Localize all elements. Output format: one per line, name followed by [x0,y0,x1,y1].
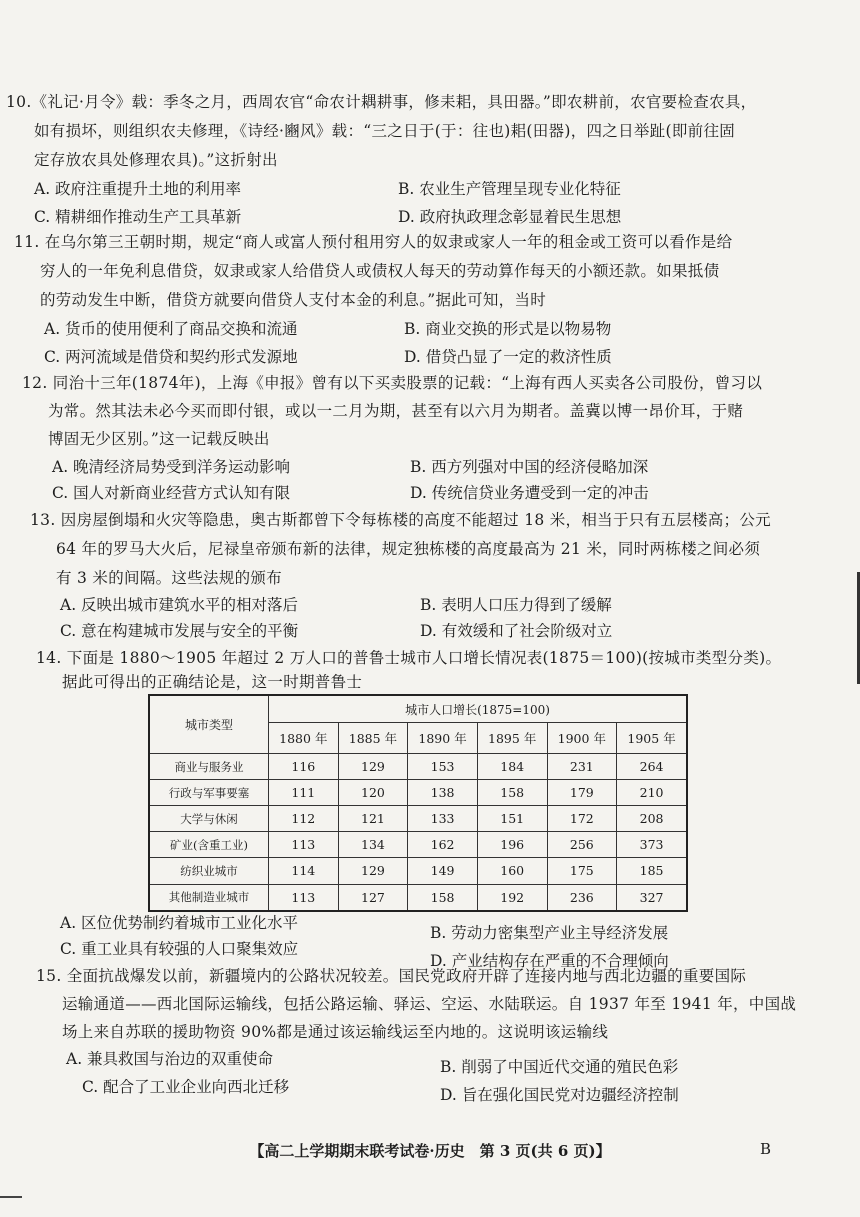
population-index-cell: 111 [269,780,339,806]
question-text-line: 的劳动发生中断，借贷方就要向借贷人支付本金的利息。”据此可知，当时 [40,291,547,309]
population-index-cell: 121 [338,806,408,832]
option-a[interactable]: A. 政府注重提升土地的利用率 [34,180,242,198]
page-footer: 【高二上学期期末联考试卷·历史 第 3 页(共 6 页)】 [249,1142,611,1160]
option-a[interactable]: A. 区位优势制约着城市工业化水平 [60,914,299,932]
paper-version-letter: B [760,1140,772,1158]
population-index-cell: 184 [477,754,547,780]
table-row [149,832,687,858]
year-header: 1905 年 [617,723,687,754]
option-d[interactable]: D. 传统信贷业务遭受到一定的冲击 [410,484,649,502]
population-index-cell: 127 [338,884,408,911]
question-text-line: 14. 下面是 1880～1905 年超过 2 万人口的普鲁士城市人口增长情况表(1875＝100)(按城市类型分类)。 [36,649,782,667]
table-row [149,884,687,911]
population-index-cell: 327 [617,884,687,911]
option-d[interactable]: D. 借贷凸显了一定的救济性质 [404,348,612,366]
question-text-line: 有 3 米的间隔。这些法规的颁布 [56,569,283,587]
table-row [149,858,687,884]
option-b[interactable]: B. 表明人口压力得到了缓解 [420,596,612,614]
population-index-cell: 236 [547,884,617,911]
question-text-line: 博固无少区别。”这一记载反映出 [48,430,270,448]
option-a[interactable]: A. 晚清经济局势受到洋务运动影响 [52,458,291,476]
question-text-line: 据此可得出的正确结论是，这一时期普鲁士 [62,673,363,691]
city-population-table [148,694,688,912]
population-index-cell: 114 [269,858,339,884]
option-c[interactable]: C. 精耕细作推动生产工具革新 [34,208,242,226]
table-row [149,780,687,806]
year-header: 1900 年 [547,723,617,754]
population-index-cell: 160 [477,858,547,884]
option-b[interactable]: B. 西方列强对中国的经济侵略加深 [410,458,649,476]
question-text-line: 12. 同治十三年(1874年)，上海《申报》曾有以下买卖股票的记载：“上海有西人买卖各公司股份，曾习以 [22,374,763,392]
population-index-cell: 185 [617,858,687,884]
population-index-cell: 113 [269,884,339,911]
population-index-cell: 158 [477,780,547,806]
population-index-cell: 208 [617,806,687,832]
year-header: 1895 年 [477,723,547,754]
option-b[interactable]: B. 农业生产管理呈现专业化特征 [398,180,621,198]
population-index-cell: 149 [408,858,478,884]
population-index-cell: 153 [408,754,478,780]
population-index-cell: 133 [408,806,478,832]
question-text-line: 11. 在乌尔第三王朝时期，规定“商人或富人预付租用穷人的奴隶或家人一年的租金或工资可以看作是给 [14,233,733,251]
option-d[interactable]: D. 政府执政理念彰显着民生思想 [398,208,622,226]
population-index-cell: 175 [547,858,617,884]
option-a[interactable]: A. 反映出城市建筑水平的相对落后 [60,596,299,614]
population-index-cell: 179 [547,780,617,806]
option-c[interactable]: C. 两河流域是借贷和契约形式发源地 [44,348,298,366]
population-index-cell: 112 [269,806,339,832]
population-index-cell: 162 [408,832,478,858]
option-b[interactable]: B. 商业交换的形式是以物易物 [404,320,612,338]
option-d[interactable]: D. 旨在强化国民党对边疆经济控制 [440,1086,679,1104]
option-c[interactable]: C. 重工业具有较强的人口聚集效应 [60,940,299,958]
year-header: 1890 年 [408,723,478,754]
option-d[interactable]: D. 有效缓和了社会阶级对立 [420,622,613,640]
city-type-cell: 矿业(含重工业) [149,832,269,858]
option-d[interactable]: D. 产业结构存在严重的不合理倾向 [430,952,669,970]
question-text-line: 64 年的罗马大火后，尼禄皇帝颁布新的法律，规定独栋楼的高度最高为 21 米，同时两栋楼之间必须 [56,540,761,558]
year-header: 1885 年 [338,723,408,754]
option-c[interactable]: C. 配合了工业企业向西北迁移 [82,1078,290,1096]
city-type-cell: 其他制造业城市 [149,884,269,911]
question-text-line: 如有损坏，则组织农夫修理，《诗经·豳风》载：“三之日于(于：往也)耜(田器)，四之日举趾(即前往固 [34,122,736,140]
population-index-cell: 138 [408,780,478,806]
option-a[interactable]: A. 货币的使用便利了商品交换和流通 [44,320,298,338]
city-type-cell: 行政与军事要塞 [149,780,269,806]
population-index-cell: 129 [338,858,408,884]
question-text-line: 场上来自苏联的援助物资 90%都是通过该运输线运至内地的。这说明该运输线 [62,1023,609,1041]
population-index-cell: 192 [477,884,547,911]
year-header: 1880 年 [269,723,339,754]
option-b[interactable]: B. 劳动力密集型产业主导经济发展 [430,924,669,942]
city-type-header: 城市类型 [149,695,269,754]
population-index-cell: 373 [617,832,687,858]
population-index-cell: 151 [477,806,547,832]
scan-corner-mark [0,1196,22,1198]
population-index-cell: 196 [477,832,547,858]
city-type-cell: 纺织业城市 [149,858,269,884]
question-text-line: 为常。然其法未必今买而即付银，或以一二月为期，甚至有以六月为期者。盖冀以博一昂价耳，于赌 [48,402,744,420]
table-row [149,806,687,832]
question-text-line: 15. 全面抗战爆发以前，新疆境内的公路状况较差。国民党政府开辟了连接内地与西北边疆的重要国际 [36,967,747,985]
table-row [149,754,687,780]
population-index-cell: 129 [338,754,408,780]
population-index-cell: 116 [269,754,339,780]
question-text-line: 定存放农具处修理农具)。”这折射出 [34,151,278,169]
option-b[interactable]: B. 削弱了中国近代交通的殖民色彩 [440,1058,679,1076]
question-text-line: 穷人的一年免利息借贷，奴隶或家人给借贷人或债权人每天的劳动算作每天的小额还款。如果抵债 [40,262,720,280]
city-type-cell: 大学与休闲 [149,806,269,832]
option-c[interactable]: C. 国人对新商业经营方式认知有限 [52,484,291,502]
option-c[interactable]: C. 意在构建城市发展与安全的平衡 [60,622,299,640]
option-a[interactable]: A. 兼具救国与治边的双重使命 [66,1050,274,1068]
question-text-line: 10.《礼记·月令》载：季冬之月，西周农官“命农计耦耕事，修耒耜，具田器。”即农耕前，农官要检查农具， [6,93,757,111]
population-index-cell: 210 [617,780,687,806]
population-index-cell: 158 [408,884,478,911]
population-index-cell: 113 [269,832,339,858]
population-index-cell: 120 [338,780,408,806]
city-type-cell: 商业与服务业 [149,754,269,780]
population-index-cell: 256 [547,832,617,858]
population-growth-header: 城市人口增长(1875=100) [269,695,688,723]
question-text-line: 13. 因房屋倒塌和火灾等隐患，奥古斯都曾下令每栋楼的高度不能超过 18 米，相当于只有五层楼高；公元 [30,511,771,529]
population-index-cell: 264 [617,754,687,780]
population-index-cell: 231 [547,754,617,780]
population-index-cell: 172 [547,806,617,832]
population-index-cell: 134 [338,832,408,858]
question-text-line: 运输通道——西北国际运输线，包括公路运输、驿运、空运、水陆联运。自 1937 年至 1941 年，中国战 [62,995,797,1013]
